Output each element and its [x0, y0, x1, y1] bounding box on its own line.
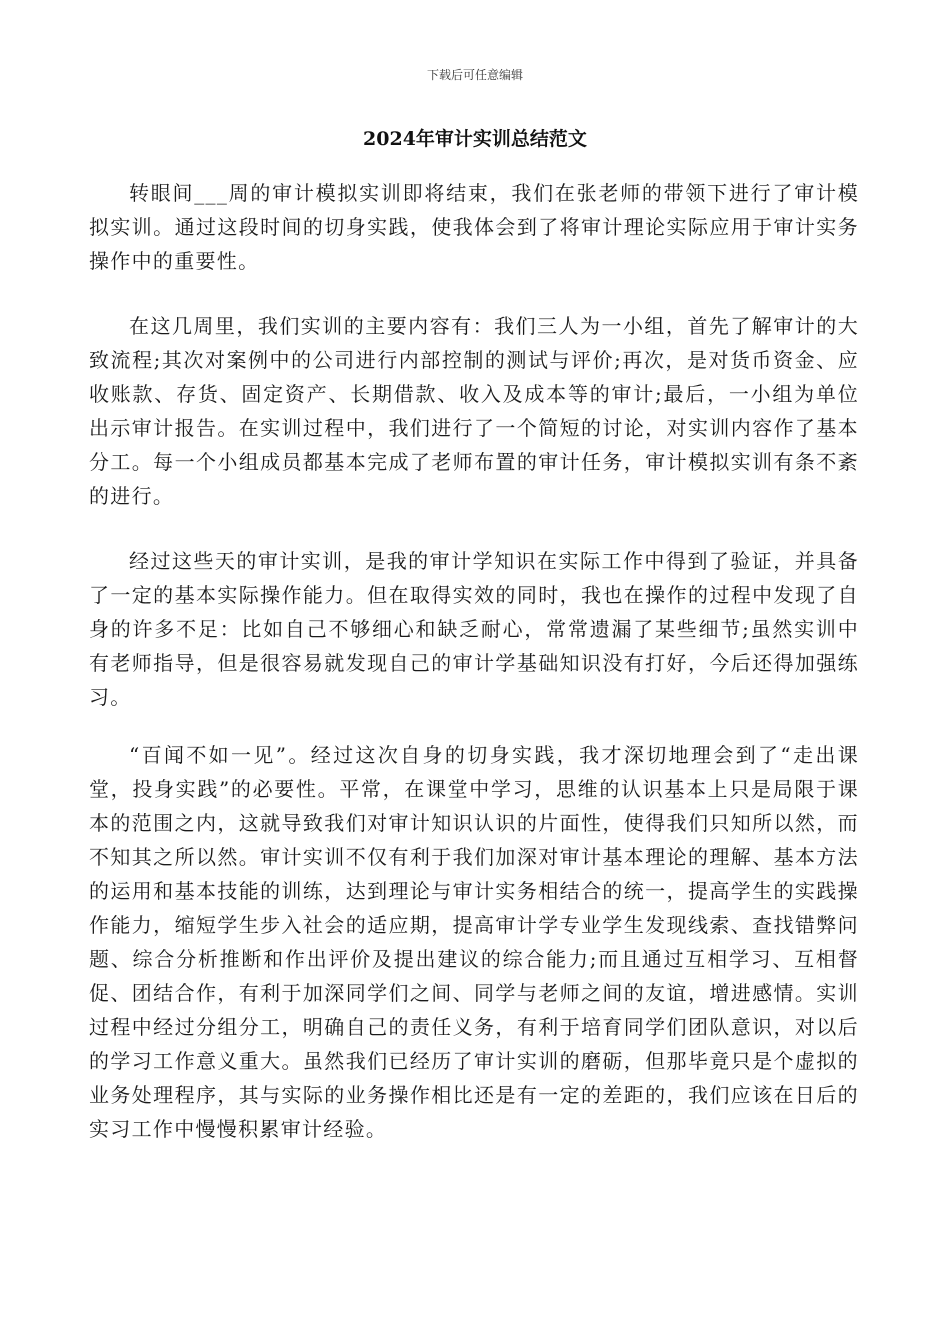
header-note: 下载后可任意编辑	[426, 68, 523, 82]
paragraph-3: 经过这些天的审计实训，是我的审计学知识在实际工作中得到了验证，并具备了一定的基本实际操作能力。但在取得实效的同时，我也在操作的过程中发现了自身的许多不足：比如自己不够细心和缺乏耐心，常常遗漏了某些细节;虽然实训中有老师指导，但是很容易就发现自己的审计学基础知识没有打好，今后还得加强练习。	[89, 549, 859, 709]
document-title: 2024年审计实训总结范文	[363, 128, 587, 150]
document-body	[89, 176, 859, 1177]
paragraph-1: 转眼间___周的审计模拟实训即将结束，我们在张老师的带领下进行了审计模拟实训。通过这段时间的切身实践，使我体会到了将审计理论实际应用于审计实务操作中的重要性。	[89, 181, 859, 273]
paragraph-4: “百闻不如一见”。经过这次自身的切身实践，我才深切地理会到了“走出课堂，投身实践”的必要性。平常，在课堂中学习，思维的认识基本上只是局限于课本的范围之内，这就导致我们对审计知识认识的片面性，使得我们只知所以然，而不知其之所以然。审计实训不仅有利于我们加深对审计基本理论的理解、基本方法的运用和基本技能的训练，达到理论与审计实务相结合的统一，提高学生的实践操作能力，缩短学生步入社会的适应期，提高审计学专业学生发现线索、查找错弊问题、综合分析推断和作出评价及提出建议的综合能力;而且通过互相学习、互相督促、团结合作，有利于加深同学们之间、同学与老师之间的友谊，增进感情。实训过程中经过分组分工，明确自己的责任义务，有利于培育同学们团队意识，对以后的学习工作意义重大。虽然我们已经历了审计实训的磨砺，但那毕竟只是个虚拟的业务处理程序，其与实际的业务操作相比还是有一定的差距的，我们应该在日后的实习工作中慢慢积累审计经验。	[89, 743, 859, 1141]
paragraph-2: 在这几周里，我们实训的主要内容有：我们三人为一小组，首先了解审计的大致流程;其次对案例中的公司进行内部控制的测试与评价;再次，是对货币资金、应收账款、存货、固定资产、长期借款、收入及成本等的审计;最后，一小组为单位出示审计报告。在实训过程中，我们进行了一个简短的讨论，对实训内容作了基本分工。每一个小组成员都基本完成了老师布置的审计任务，审计模拟实训有条不紊的进行。	[89, 314, 859, 508]
